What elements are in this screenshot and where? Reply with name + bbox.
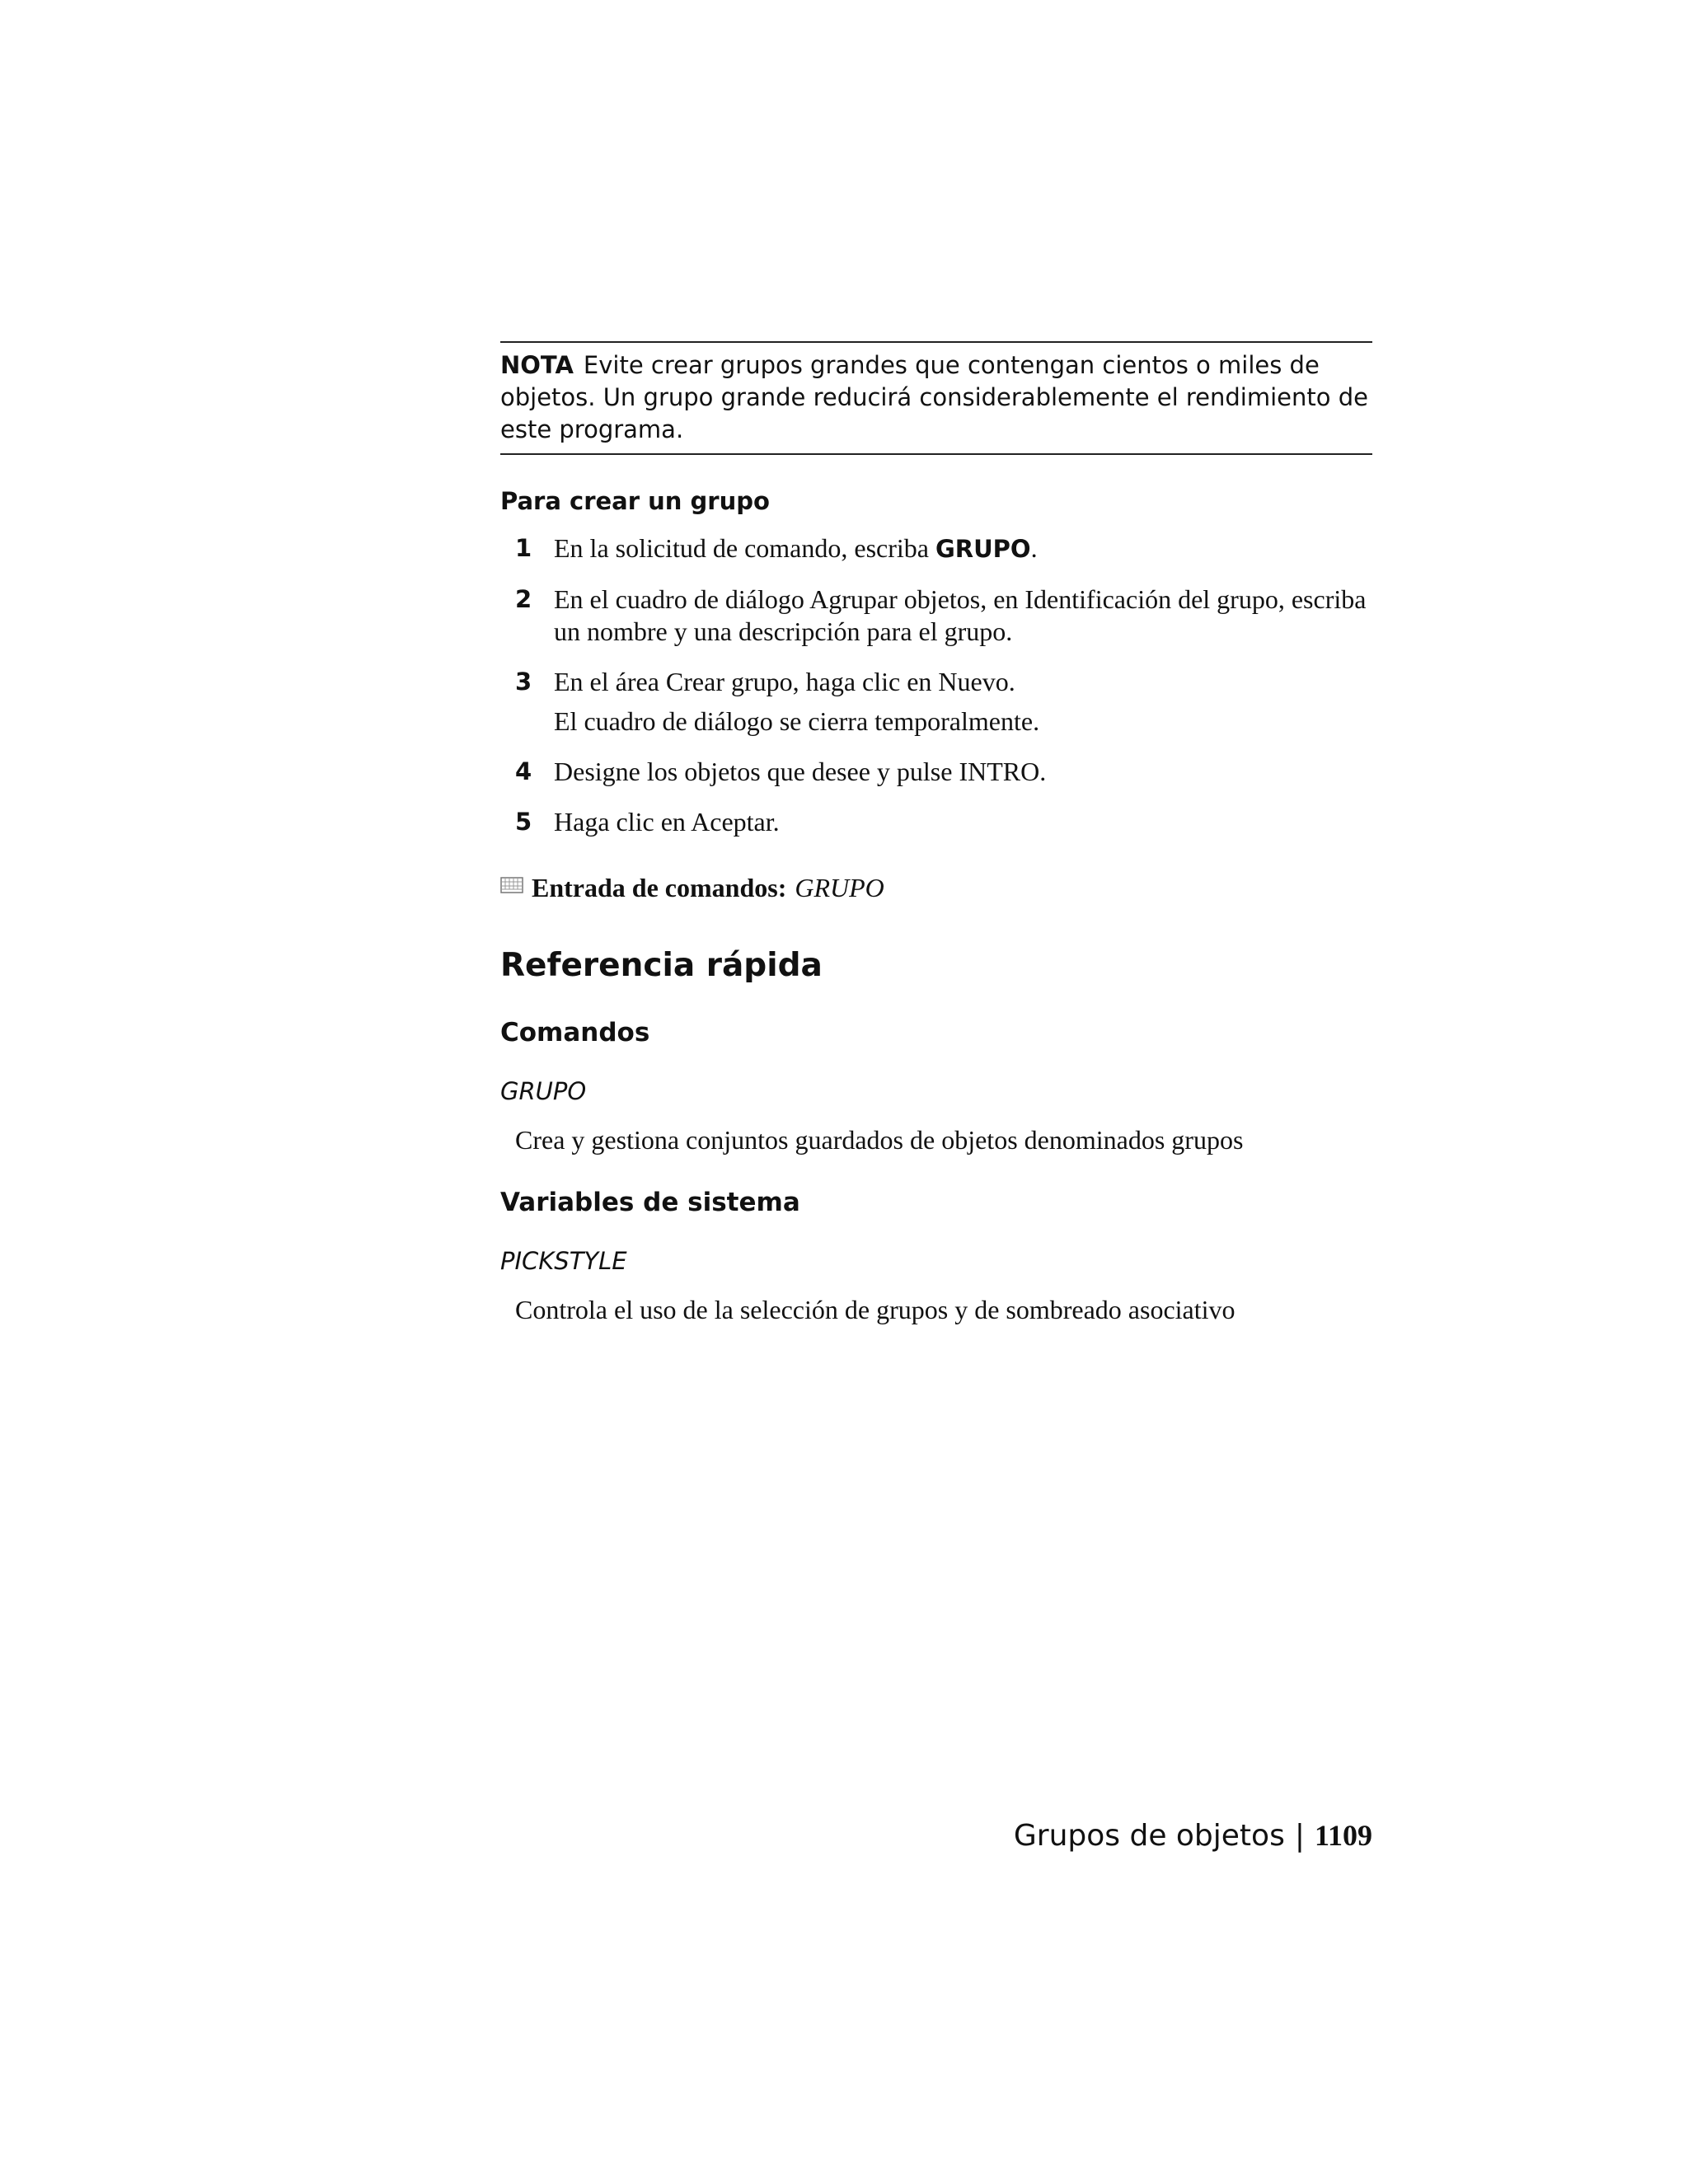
step-4 [500, 756, 1372, 788]
note-text: Evite crear grupos grandes que contengan cientos o miles de objetos. Un grupo grande reducirá considerablemente el rendimiento de este programa. [500, 351, 1368, 443]
system-variables-heading: Variables de sistema [500, 1188, 800, 1217]
command-entry-label: Entrada de comandos: [532, 873, 787, 902]
step-text-end: . [1030, 533, 1038, 563]
step-text: En el área Crear grupo, haga clic en Nuevo. [554, 667, 1015, 696]
note-label: NOTA [500, 351, 574, 379]
step-text: Designe los objetos que desee y pulse INTRO. [554, 757, 1047, 786]
keyboard-icon [500, 877, 523, 893]
procedure-steps [500, 532, 1372, 838]
step-3 [500, 666, 1372, 738]
step-text: En el cuadro de diálogo Agrupar objetos, en Identificación del grupo, escriba un nombre y una descripción para el grupo. [554, 584, 1367, 646]
footer-chapter: Grupos de objetos [1013, 1819, 1285, 1853]
step-1 [500, 532, 1372, 565]
step-number: 4 [515, 757, 532, 785]
commands-heading: Comandos [500, 1018, 650, 1047]
command-entry-value: GRUPO [795, 873, 884, 902]
command-description: Crea y gestiona conjuntos guardados de objetos denominados grupos [515, 1125, 1244, 1155]
command-term: GRUPO [500, 1077, 587, 1105]
step-5 [500, 806, 1372, 838]
procedure-title: Para crear un grupo [500, 487, 770, 515]
step-text: Haga clic en Aceptar. [554, 807, 780, 837]
quick-reference-title: Referencia rápida [500, 947, 823, 984]
step-number: 2 [515, 585, 532, 613]
step-text: En la solicitud de comando, escriba [554, 533, 935, 563]
system-variable-term: PICKSTYLE [500, 1247, 627, 1275]
step-2 [500, 583, 1372, 648]
step-number: 1 [515, 534, 532, 562]
step-command: GRUPO [935, 535, 1031, 563]
note-box [500, 341, 1372, 455]
step-number: 3 [515, 668, 532, 696]
command-entry [500, 871, 1372, 904]
step-number: 5 [515, 808, 532, 836]
system-variable-description: Controla el uso de la selección de grupos y de sombreado asociativo [515, 1295, 1236, 1324]
page-footer [1014, 1816, 1372, 1856]
page-number: 1109 [1314, 1819, 1372, 1852]
step-subtext: El cuadro de diálogo se cierra temporalmente. [554, 706, 1040, 736]
page-content [500, 341, 1372, 1326]
footer-separator: | [1294, 1819, 1305, 1853]
